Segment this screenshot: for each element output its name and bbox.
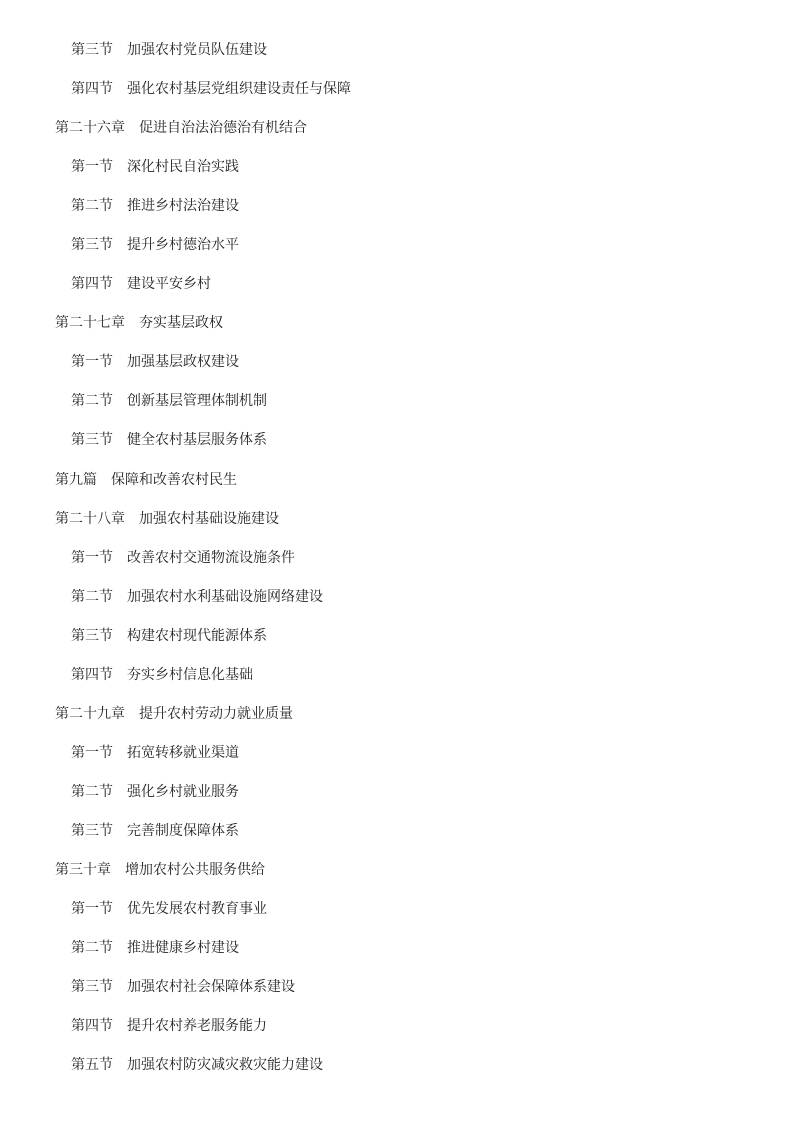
section-title: 加强农村社会保障体系建设	[127, 979, 295, 996]
toc-entry-section	[0, 274, 793, 313]
section-title: 拓宽转移就业渠道	[127, 744, 239, 761]
section-number: 第一节	[71, 901, 113, 918]
toc-entry-section	[0, 743, 793, 782]
section-title: 强化乡村就业服务	[127, 783, 239, 800]
toc-entry-section	[0, 938, 793, 977]
section-title: 强化农村基层党组织建设责任与保障	[127, 81, 351, 98]
section-title: 加强基层政权建设	[127, 354, 239, 371]
section-title: 健全农村基层服务体系	[127, 432, 267, 449]
toc-entry-chapter	[0, 509, 793, 548]
toc-entry-section	[0, 587, 793, 626]
chapter-number: 第二十七章	[55, 315, 125, 332]
toc-entry-section	[0, 821, 793, 860]
table-of-contents	[0, 40, 793, 1094]
section-number: 第二节	[71, 393, 113, 410]
toc-entry-section	[0, 782, 793, 821]
toc-entry-section	[0, 157, 793, 196]
section-number: 第二节	[71, 588, 113, 605]
chapter-title: 加强农村基础设施建设	[139, 510, 279, 527]
section-number: 第一节	[71, 744, 113, 761]
toc-entry-chapter	[0, 704, 793, 743]
section-title: 创新基层管理体制机制	[127, 393, 267, 410]
toc-entry-section	[0, 1016, 793, 1055]
part-title: 保障和改善农村民生	[111, 471, 237, 488]
section-title: 推进健康乡村建设	[127, 940, 239, 957]
chapter-title: 促进自治法治德治有机结合	[139, 120, 307, 137]
section-number: 第四节	[71, 81, 113, 98]
toc-entry-chapter	[0, 313, 793, 352]
toc-entry-section	[0, 626, 793, 665]
toc-entry-chapter	[0, 118, 793, 157]
toc-entry-section	[0, 665, 793, 704]
toc-entry-section	[0, 977, 793, 1016]
section-title: 构建农村现代能源体系	[127, 627, 267, 644]
toc-entry-section	[0, 899, 793, 938]
section-title: 改善农村交通物流设施条件	[127, 549, 295, 566]
toc-entry-section	[0, 352, 793, 391]
section-number: 第三节	[71, 237, 113, 254]
section-title: 夯实乡村信息化基础	[127, 666, 253, 683]
toc-entry-section	[0, 548, 793, 587]
toc-entry-section	[0, 196, 793, 235]
chapter-number: 第二十九章	[55, 705, 125, 722]
part-number: 第九篇	[55, 471, 97, 488]
toc-entry-section	[0, 1055, 793, 1094]
chapter-title: 增加农村公共服务供给	[125, 861, 265, 878]
section-number: 第二节	[71, 198, 113, 215]
section-title: 加强农村党员队伍建设	[127, 42, 267, 58]
section-title: 优先发展农村教育事业	[127, 901, 267, 918]
section-title: 提升乡村德治水平	[127, 237, 239, 254]
section-number: 第四节	[71, 276, 113, 293]
section-title: 深化村民自治实践	[127, 159, 239, 176]
section-title: 推进乡村法治建设	[127, 198, 239, 215]
section-title: 完善制度保障体系	[127, 822, 239, 839]
chapter-number: 第三十章	[55, 861, 111, 878]
toc-entry-section	[0, 391, 793, 430]
chapter-title: 提升农村劳动力就业质量	[139, 705, 293, 722]
toc-entry-part	[0, 470, 793, 509]
section-number: 第三节	[71, 627, 113, 644]
section-number: 第三节	[71, 42, 113, 58]
section-title: 建设平安乡村	[127, 276, 211, 293]
section-number: 第一节	[71, 354, 113, 371]
section-title: 加强农村防灾减灾救灾能力建设	[127, 1057, 323, 1074]
section-number: 第五节	[71, 1057, 113, 1074]
section-number: 第三节	[71, 979, 113, 996]
toc-entry-section	[0, 79, 793, 118]
section-number: 第四节	[71, 1018, 113, 1035]
toc-entry-section	[0, 235, 793, 274]
section-number: 第四节	[71, 666, 113, 683]
chapter-number: 第二十八章	[55, 510, 125, 527]
toc-entry-section	[0, 430, 793, 469]
toc-entry-section	[0, 40, 793, 79]
section-number: 第三节	[71, 822, 113, 839]
section-number: 第一节	[71, 159, 113, 176]
section-number: 第二节	[71, 783, 113, 800]
section-title: 提升农村养老服务能力	[127, 1018, 267, 1035]
section-number: 第一节	[71, 549, 113, 566]
section-number: 第二节	[71, 940, 113, 957]
section-number: 第三节	[71, 432, 113, 449]
section-title: 加强农村水利基础设施网络建设	[127, 588, 323, 605]
chapter-number: 第二十六章	[55, 120, 125, 137]
toc-entry-chapter	[0, 860, 793, 899]
chapter-title: 夯实基层政权	[139, 315, 223, 332]
